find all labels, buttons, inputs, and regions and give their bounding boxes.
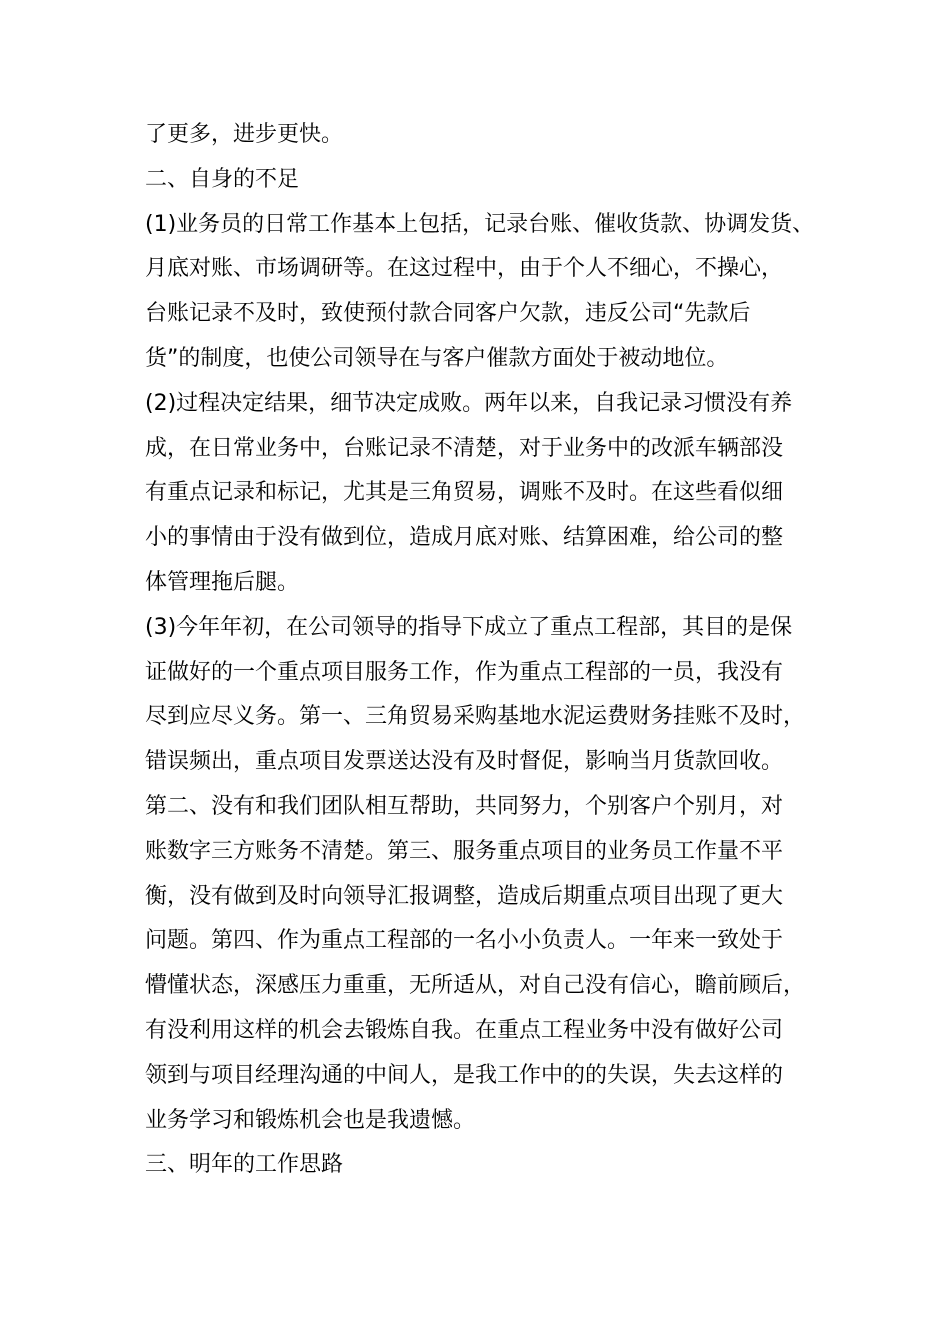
text-line: 月底对账、市场调研等。在这过程中，由于个人不细心，不操心， bbox=[145, 256, 784, 282]
text-line: 体管理拖后腿。 bbox=[145, 569, 300, 595]
text-line: 错误频出，重点项目发票送达没有及时督促，影响当月货款回收。 bbox=[145, 749, 784, 775]
section-heading: 二、自身的不足 bbox=[145, 166, 300, 192]
text-line: 衡，没有做到及时向领导汇报调整，造成后期重点项目出现了更大 bbox=[145, 883, 784, 909]
text-line: 货”的制度，也使公司领导在与客户催款方面处于被动地位。 bbox=[145, 345, 729, 371]
text-line: 证做好的一个重点项目服务工作，作为重点工程部的一员，我没有 bbox=[145, 659, 784, 685]
text-line: (2)过程决定结果，细节决定成败。两年以来，自我记录习惯没有养 bbox=[145, 390, 793, 416]
text-line: (1)业务员的日常工作基本上包括，记录台账、催收货款、协调发货、 bbox=[145, 211, 815, 237]
text-line: 业务学习和锻炼机会也是我遗憾。 bbox=[145, 1107, 476, 1133]
text-line: 小的事情由于没有做到位，造成月底对账、结算困难，给公司的整 bbox=[145, 525, 784, 551]
text-line: 第二、没有和我们团队相互帮助，共同努力，个别客户个别月，对 bbox=[145, 793, 784, 819]
text-line: 有重点记录和标记，尤其是三角贸易，调账不及时。在这些看似细 bbox=[145, 480, 784, 506]
text-line: 尽到应尽义务。第一、三角贸易采购基地水泥运费财务挂账不及时， bbox=[145, 704, 806, 730]
section-heading: 三、明年的工作思路 bbox=[145, 1152, 344, 1178]
document-body bbox=[145, 113, 835, 1188]
text-line: 懵懂状态，深感压力重重，无所适从，对自己没有信心，瞻前顾后， bbox=[145, 973, 806, 999]
text-line: 有没利用这样的机会去锻炼自我。在重点工程业务中没有做好公司 bbox=[145, 1017, 784, 1043]
text-line: 台账记录不及时，致使预付款合同客户欠款，违反公司“先款后 bbox=[145, 301, 751, 327]
text-line: (3)今年年初，在公司领导的指导下成立了重点工程部，其目的是保 bbox=[145, 614, 793, 640]
text-line: 问题。第四、作为重点工程部的一名小小负责人。一年来一致处于 bbox=[145, 928, 784, 954]
text-line: 了更多，进步更快。 bbox=[145, 122, 344, 147]
text-line: 账数字三方账务不清楚。第三、服务重点项目的业务员工作量不平 bbox=[145, 838, 784, 864]
text-line: 成，在日常业务中，台账记录不清楚，对于业务中的改派车辆部没 bbox=[145, 435, 784, 461]
text-line: 领到与项目经理沟通的中间人，是我工作中的的失误，失去这样的 bbox=[145, 1062, 784, 1088]
